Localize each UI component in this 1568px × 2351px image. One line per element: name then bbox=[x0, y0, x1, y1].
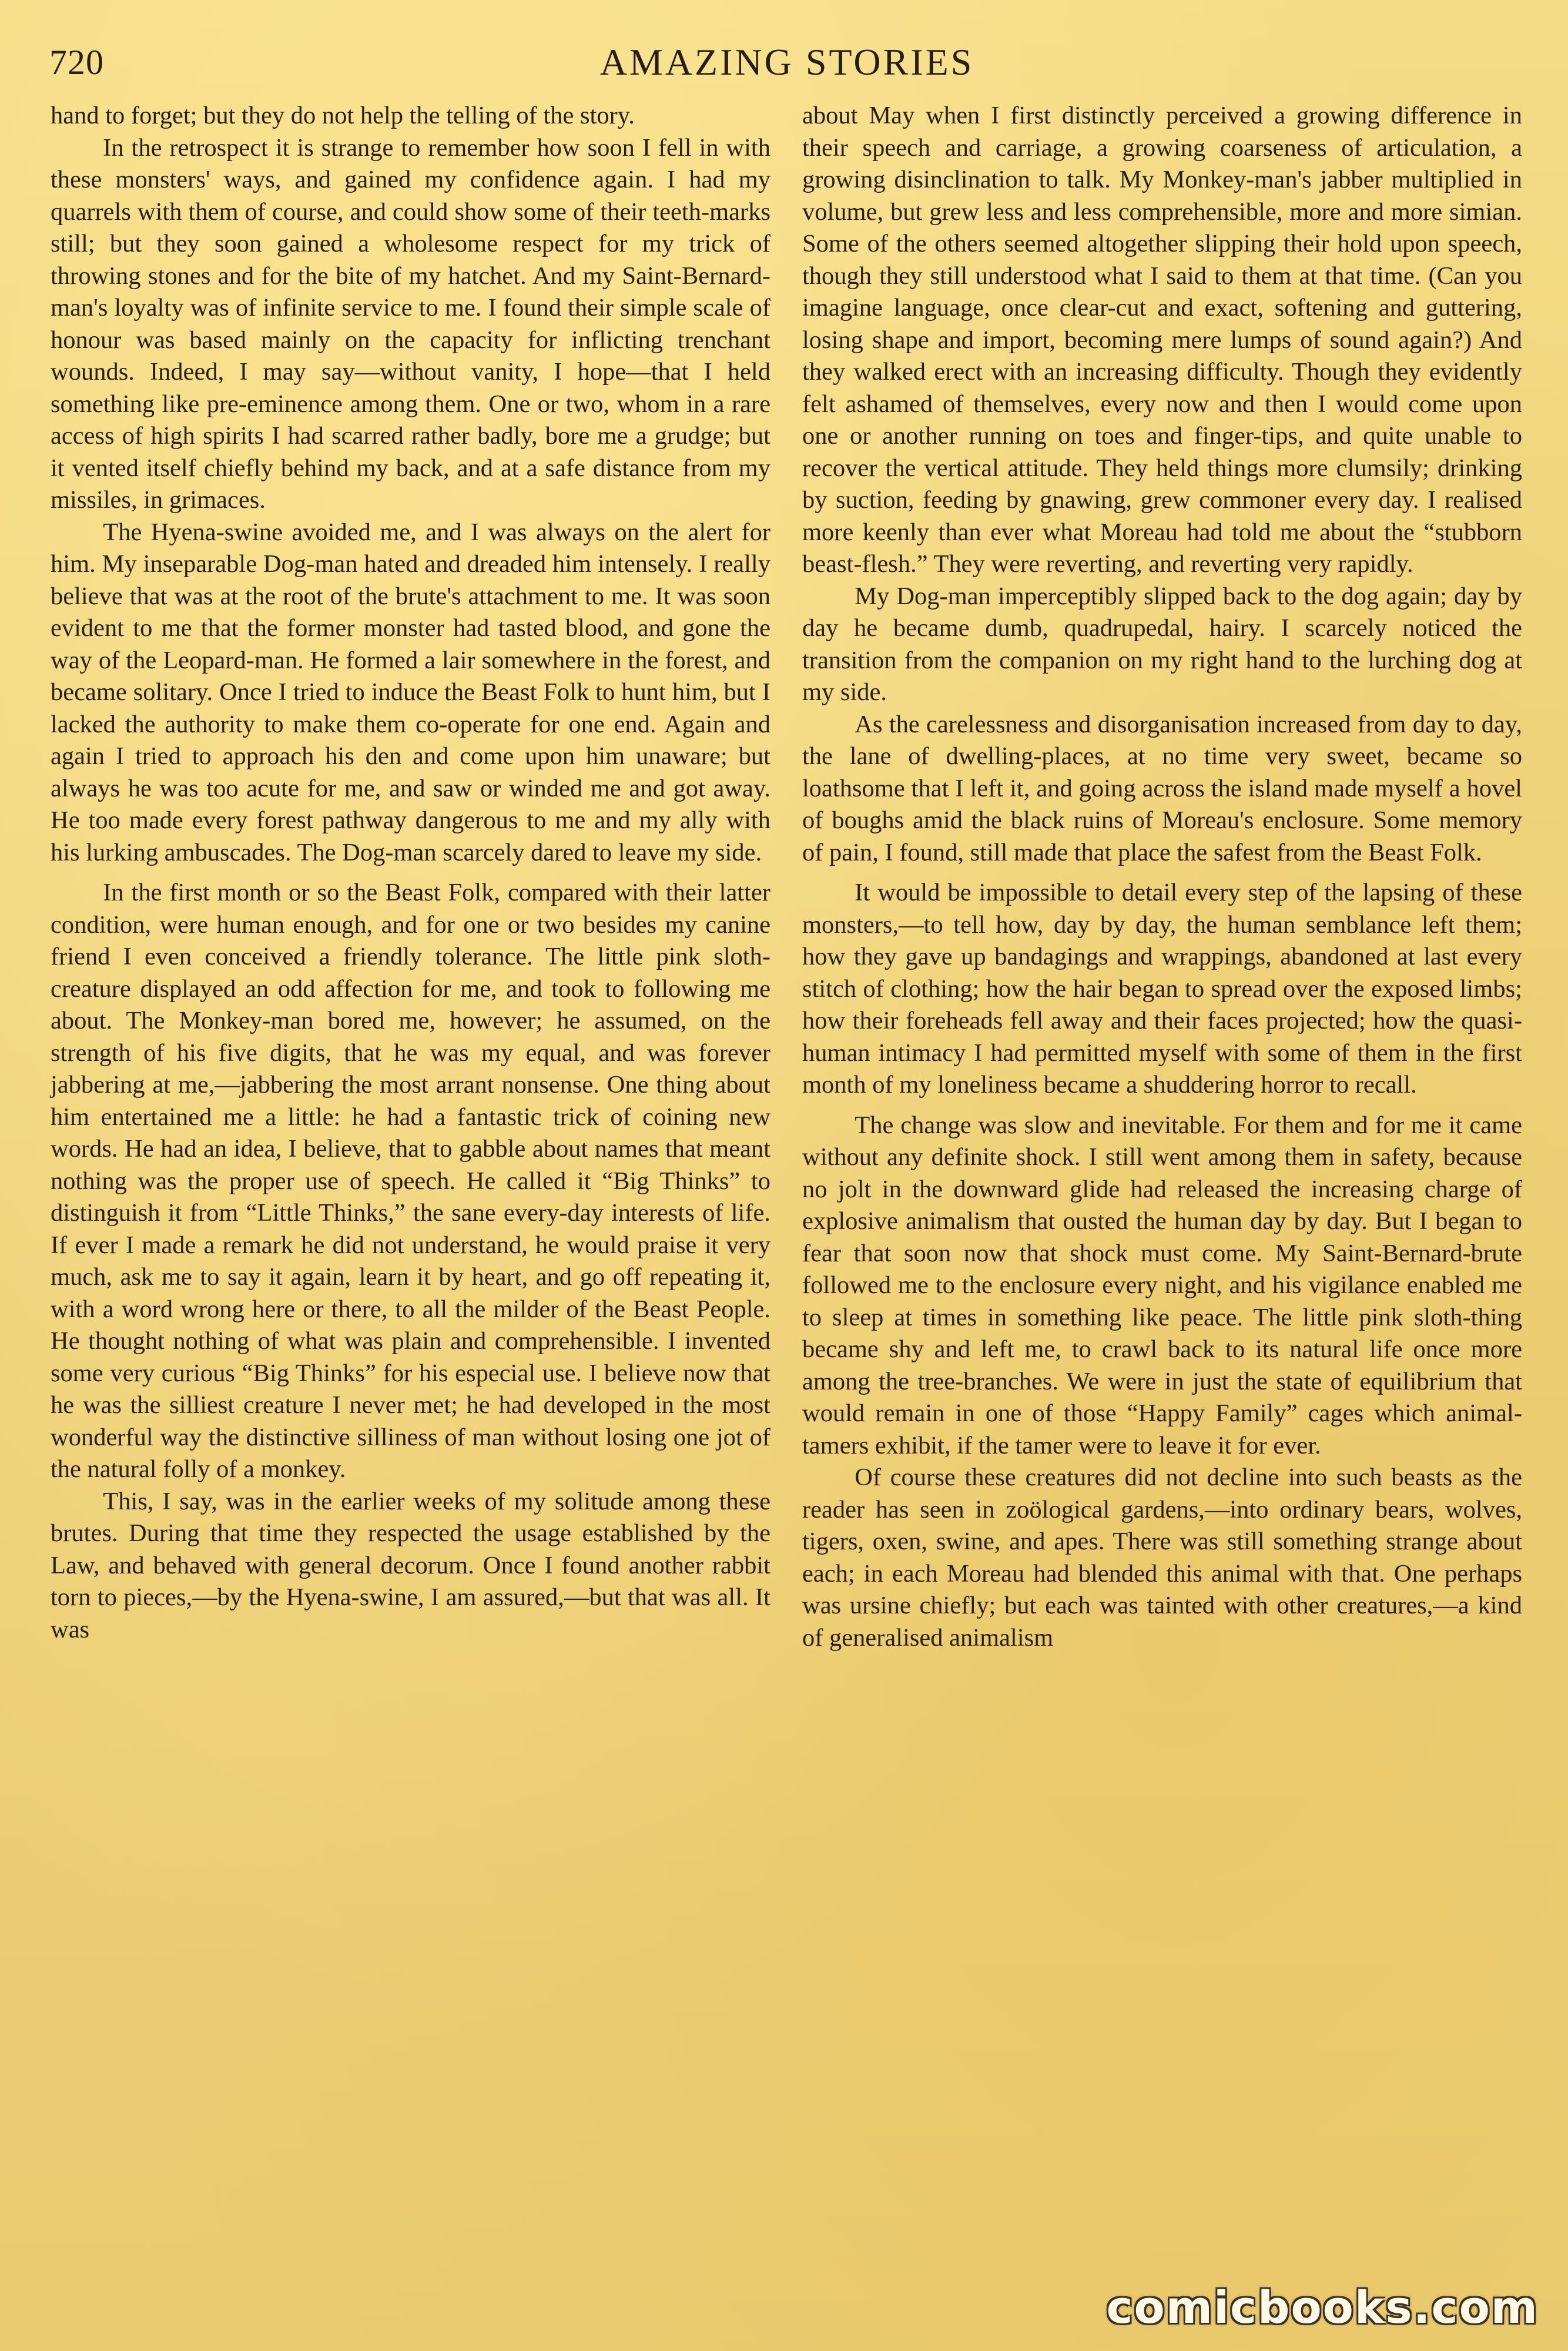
left-column bbox=[51, 100, 770, 1646]
paragraph: about May when I first distinctly perceived a growing difference in their speech and carriage, a growing coarseness of articulation, a growing disinclination to talk. My Monkey-man's jabber multiplied in volume, but grew less and less comprehensible, more and more simian. Some of the others seemed altogether slipping their hold upon speech, though they still understood what I said to them at that time. (Can you imagine language, once clear-cut and exact, softening and guttering, losing shape and import, becoming mere lumps of sound again?) And they walked erect with an increasing difficulty. Though they evidently felt ashamed of themselves, every now and then I would come upon one or another running on toes and finger-tips, and quite unable to recover the vertical attitude. They held things more clumsily; drinking by suction, feeding by gnawing, grew commoner every day. I realised more keenly than ever what Moreau had told me about the “stubborn beast-flesh.” They were reverting, and reverting very rapidly. bbox=[802, 102, 1522, 578]
site-watermark: comicbooks.com bbox=[1106, 2281, 1539, 2333]
page-number: 720 bbox=[49, 43, 104, 82]
paragraph: As the carelessness and disorganisation increased from day to day, the lane of dwelling-places, at no time very sweet, became so loathsome that I left it, and going across the island made myself a hovel of boughs amid the black ruins of Moreau's enclosure. Some memory of pain, I found, still made that place the safest from the Beast Folk. bbox=[802, 710, 1522, 866]
paragraph: My Dog-man imperceptibly slipped back to the dog again; day by day he became dumb, quadrupedal, hairy. I scarcely noticed the transition from the companion on my right hand to the lurching dog at my side. bbox=[802, 582, 1522, 706]
paragraph: The Hyena-swine avoided me, and I was always on the alert for him. My inseparable Dog-man hated and dreaded him intensely. I really believe that was at the root of the brute's attachment to me. It was soon evident to me that the former monster had tasted blood, and gone the way of the Leopard-man. He formed a lair somewhere in the forest, and became solitary. Once I tried to induce the Beast Folk to hunt him, but I lacked the authority to make them co-operate for one end. Again and again I tried to approach his den and come upon him unaware; but always he was too acute for me, and saw or winded me and got away. He too made every forest pathway dangerous to me and my ally with his lurking ambuscades. The Dog-man scarcely dared to leave my side. bbox=[51, 518, 770, 866]
paragraph: In the retrospect it is strange to remember how soon I fell in with these monsters' ways, and gained my confidence again. I had my quarrels with them of course, and could show some of their teeth-marks still; but they soon gained a wholesome respect for my trick of throwing stones and for the bite of my hatchet. And my Saint-Bernard-man's loyalty was of infinite service to me. I found their simple scale of honour was based mainly on the capacity for inflicting trenchant wounds. Indeed, I may say—without vanity, I hope—that I held something like pre-eminence among them. One or two, whom in a rare access of high spirits I had scarred rather badly, bore me a grudge; but it vented itself chiefly behind my back, and at a safe distance from my missiles, in grimaces. bbox=[51, 133, 770, 514]
paragraph: The change was slow and inevitable. For them and for me it came without any definite shock. I still went among them in safety, because no jolt in the downward glide had released the increasing charge of explosive animalism that ousted the human day by day. But I began to fear that soon now that shock must come. My Saint-Bernard-brute followed me to the enclosure every night, and his vigilance enabled me to sleep at times in something like peace. The little pink sloth-thing became shy and left me, to crawl back to its natural life once more among the tree-branches. We were in just the state of equilibrium that would remain in one of those “Happy Family” cages which animal-tamers exhibit, if the tamer were to leave it for ever. bbox=[802, 1111, 1522, 1459]
paragraph: In the first month or so the Beast Folk, compared with their latter condition, were human enough, and for one or two besides my canine friend I even conceived a friendly tolerance. The little pink sloth-creature displayed an odd affection for me, and took to following me about. The Monkey-man bored me, however; he assumed, on the strength of his five digits, that he was my equal, and was forever jabbering at me,—jabbering the most arrant nonsense. One thing about him entertained me a little: he had a fantastic trick of coining new words. He had an idea, I believe, that to gabble about names that meant nothing was the proper use of speech. He called it “Big Thinks” to distinguish it from “Little Thinks,” the sane every-day interests of life. If ever I made a remark he did not understand, he would praise it very much, ask me to say it again, learn it by heart, and go off repeating it, with a word wrong here or there, to all the milder of the Beast People. He thought nothing of what was plain and comprehensible. I invented some very curious “Big Thinks” for his especial use. I believe now that he was the silliest creature I never met; he had developed in the most wonderful way the distinctive silliness of man without losing one jot of the natural folly of a monkey. bbox=[51, 879, 770, 1483]
right-column bbox=[802, 100, 1522, 1654]
page-header bbox=[49, 39, 1525, 88]
paragraph: hand to forget; but they do not help the telling of the story. bbox=[51, 102, 635, 129]
paragraph: This, I say, was in the earlier weeks of my solitude among these brutes. During that time they respected the usage established by the Law, and behaved with general decorum. Once I found another rabbit torn to pieces,—by the Hyena-swine, I am assured,—but that was all. It was bbox=[51, 1487, 770, 1643]
paragraph: It would be impossible to detail every step of the lapsing of these monsters,—to tell how, day by day, the human semblance left them; how they gave up bandagings and wrappings, abandoned at last every stitch of clothing; how the hair began to spread over the exposed limbs; how their foreheads fell away and their faces projected; how the quasi-human intimacy I had permitted myself with some of them in the first month of my loneliness became a shuddering horror to recall. bbox=[802, 879, 1522, 1099]
paragraph: Of course these creatures did not decline into such beasts as the reader has seen in zoölogical gardens,—into ordinary bears, wolves, tigers, oxen, swine, and apes. There was still something strange about each; in each Moreau had blended this animal with that. One perhaps was ursine chiefly; but each was tainted with other creatures,—a kind of generalised animalism bbox=[802, 1463, 1522, 1652]
magazine-title: AMAZING STORIES bbox=[599, 41, 974, 83]
